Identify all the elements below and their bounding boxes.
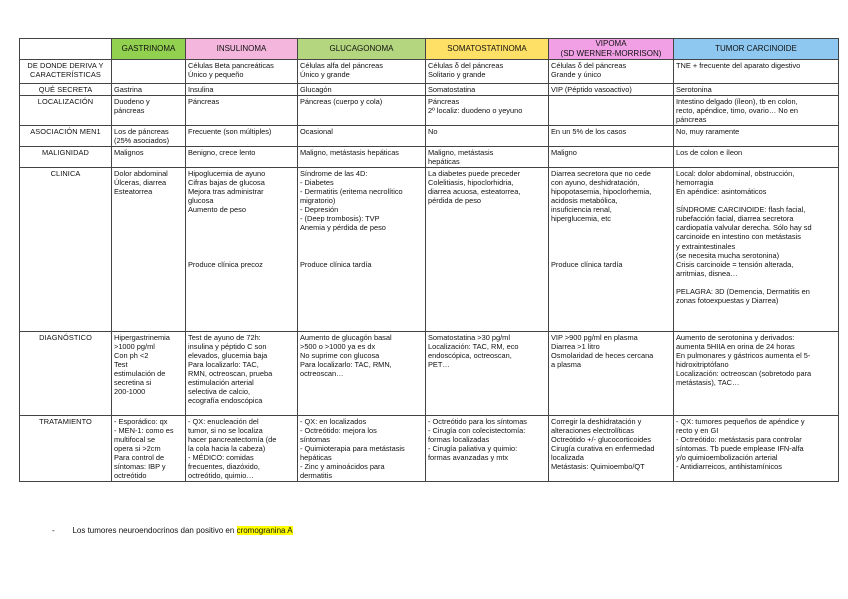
cell-line: Cifras bajas de glucosa [188,178,265,188]
header-tumor-carcinoide: TUMOR CARCINOIDE [674,39,839,60]
cell-line: arritmias, disnea… [676,268,738,278]
cell-line: elevados, glucemia baja [188,351,268,361]
cell-line: Los de colon e íleon [676,148,743,158]
cell-line: Somatostatina >30 pg/ml [428,333,510,343]
cell-line: SÍNDROME CARCINOIDE: flash facial, [676,205,806,215]
cell-insulinoma [186,147,298,168]
cell-line: Intestino delgado (íleon), tb en colon, [676,97,798,107]
cell-tumor-carcinoide [674,84,839,96]
cell-line: Para localizarlo: TAC, [188,360,259,370]
cell-gastrinoma [112,96,186,126]
cell-line: zonas fotoexpuestas y Diarrea) [676,295,779,305]
table-body [20,60,839,482]
cell-line: Páncreas (cuerpo y cola) [300,97,383,107]
cell-vipoma [549,168,674,332]
cell-insulinoma [186,60,298,84]
cell-insulinoma [186,126,298,147]
cell-line: 200-1000 [114,387,146,397]
cell-line: Grande y único [551,70,602,80]
row-label: DE DONDE DERIVA Y CARACTERÍSTICAS [20,60,112,84]
cell-line: formas localizadas [428,435,490,445]
cell-line: - Dermatitis (eritema necrolítico [300,187,403,197]
cell-line: En un 5% de los casos [551,127,627,137]
cell-line: RMN, octreoscan, prueba [188,369,273,379]
cell-line [188,242,295,251]
cell-line: - Octreótido para los síntomas [428,417,527,427]
cell-line: Metástasis: Quimioembo/QT [551,462,645,472]
cell-line [551,251,671,260]
cell-vipoma [549,84,674,96]
cell-line: - (Deep trombosis): TVP [300,214,380,224]
row-label: TRATAMIENTO [20,416,112,482]
cell-line [188,214,295,223]
cell-insulinoma [186,96,298,126]
cell-line: la cola hacia la cabeza) [188,444,266,454]
cell-line: VIP (Péptido vasoactivo) [551,85,632,94]
cell-tumor-carcinoide [674,147,839,168]
cell-line: cardiopatía valvular derecha. Sólo hay sd [676,223,812,233]
cell-somatostatinoma [426,168,549,332]
cell-line: Mejora tras administrar [188,187,264,197]
row-localizacion [20,96,839,126]
cell-line: insuficiencia renal, [551,205,612,215]
row-label: LOCALIZACIÓN [20,96,112,126]
cell-somatostatinoma [426,416,549,482]
cell-line: - QX: enucleación del [188,417,259,427]
header-corner [20,39,112,60]
cell-line: 2º localiz: duodeno o yeyuno [428,106,523,116]
cell-line: Células δ del páncreas [551,61,627,70]
row-que-secreta [20,84,839,96]
cell-line: - Octreótido: metástasis para controlar [676,435,802,445]
cell-line: Hipergastrinemia [114,333,170,343]
cell-gastrinoma [112,168,186,332]
cell-line: VIP >900 pg/ml en plasma [551,333,638,343]
cell-glucagonoma [298,416,426,482]
cell-vipoma [549,147,674,168]
cell-line: - Cirugía con colecistectomía: [428,426,526,436]
footnote [52,526,293,535]
cell-line: hipopotasemia, hipoclorhemia, [551,187,652,197]
cell-gastrinoma [112,416,186,482]
cell-line: PELAGRA: 3D (Demencia, Dermatitis en [676,286,810,296]
cell-line: Colelitiasis, hipoclorhidria, [428,178,514,188]
cell-line: - Esporádico: qx [114,417,168,427]
cell-line: localizada [551,453,584,463]
cell-tumor-carcinoide [674,60,839,84]
cell-line: y extraintestinales [676,241,736,251]
cell-line: selectiva de calcio, [188,387,251,397]
cell-line: Úlceras, diarrea [114,178,167,188]
cell-glucagonoma [298,126,426,147]
cell-line: carcinoide en intestino con metástasis [676,232,801,242]
cell-line [551,232,671,241]
cell-line: Corregir la deshidratación y [551,417,642,427]
cell-somatostatinoma [426,332,549,416]
cell-line [300,242,423,251]
cell-line: síntomas. Tb puede emplease IFN-alfa [676,444,804,454]
cell-line: - QX: en localizados [300,417,367,427]
cell-line [188,232,295,241]
cell-glucagonoma [298,332,426,416]
cell-line: - Zinc y aminoácidos para [300,462,385,472]
cell-line: ecografía endoscópica [188,396,263,406]
cell-tumor-carcinoide [674,168,839,332]
row-tratamiento [20,416,839,482]
cell-glucagonoma [298,147,426,168]
cell-line: Cirugía curativa en enfermedad [551,444,655,454]
row-label: ASOCIACIÓN MEN1 [20,126,112,147]
cell-line [551,223,671,232]
row-label: MALIGNIDAD [20,147,112,168]
cell-tumor-carcinoide [674,126,839,147]
cell-line: Maligno, metástasis [428,148,494,158]
cell-line: Benigno, crece lento [188,148,256,158]
cell-line: con ayuno, deshidratación, [551,178,640,188]
cell-line: Produce clínica precoz [188,259,263,269]
row-de-donde-deriva-y-caracteristicas [20,60,839,84]
cell-line [300,251,423,260]
cell-line: Aumento de serotonina y derivados: [676,333,795,343]
cell-glucagonoma [298,84,426,96]
cell-line: Somatostatina [428,85,476,94]
cell-line: estimulación de [114,369,166,379]
cell-line: En apéndice: asintomáticos [676,187,767,197]
cell-line: a plasma [551,360,581,370]
cell-line: Células δ del páncreas [428,61,504,70]
cell-line: metástasis), TAC… [676,378,740,388]
header-gastrinoma: GASTRINOMA [112,39,186,60]
cell-line: páncreas [114,106,145,116]
cell-line: Aumento de glucagón basal [300,333,392,343]
cell-line: pérdida de peso [428,196,482,206]
cell-line: La diabetes puede preceder [428,169,521,179]
cell-line: (se necesita mucha serotonina) [676,250,780,260]
cell-line: Produce clínica tardía [300,259,372,269]
cell-line: alteraciones electrolíticas [551,426,634,436]
row-diagnostico [20,332,839,416]
cell-line: - Cirugía paliativa y quimio: [428,444,518,454]
cell-line: endoscópica, octreoscan, [428,351,512,361]
cell-line: recto, apéndice, timo, ovario… No en [676,106,799,116]
cell-line: >500 o >1000 ya es dx [300,342,376,352]
cell-line: Crisis carcinoide = tensión alterada, [676,259,794,269]
footnote-text: Los tumores neuroendocrinos dan positivo en [72,526,237,535]
cell-somatostatinoma [426,126,549,147]
cell-line: octreoscan… [300,369,344,379]
cell-line: Glucagón [300,85,332,94]
cell-line: - MEN-1: como es [114,426,174,436]
cell-somatostatinoma [426,147,549,168]
cell-line: Solitario y grande [428,70,486,80]
cell-line: No suprime con glucosa [300,351,380,361]
cell-line: (25% asociados) [114,136,170,146]
cell-line: - Octreótido: mejora los [300,426,377,436]
cell-line: Duodeno y [114,97,150,107]
cell-line: octreótido [114,471,147,481]
cell-line: Localización: octreoscan (sobretodo para [676,369,812,379]
cell-line: No, muy raramente [676,127,740,137]
cell-gastrinoma [112,332,186,416]
header-vipoma-subtitle: (SD WERNER-MORRISON) [560,49,662,58]
cell-line: síntomas [300,435,330,445]
cell-line: multifocal se [114,435,156,445]
cell-line: insulina y péptido C son [188,342,267,352]
header-somatostatinoma: SOMATOSTATINOMA [426,39,549,60]
cell-line: hiperglucemia, etc [551,214,611,224]
cell-insulinoma [186,168,298,332]
row-label: DIAGNÓSTICO [20,332,112,416]
cell-line: Dolor abdominal [114,169,168,179]
cell-line: Gastrina [114,85,142,94]
cell-somatostatinoma [426,96,549,126]
cell-line: formas avanzadas y mtx [428,453,509,463]
cell-line: Produce clínica tardía [551,259,623,269]
cell-line: - Antidiarreicos, antihistamínicos [676,462,782,472]
tne-comparison-table [19,38,839,482]
header-glucagonoma: GLUCAGONOMA [298,39,426,60]
cell-line [188,223,295,232]
cell-line: Maligno [551,148,577,158]
footnote-bullet: - [52,526,55,535]
cell-line: dermatitis [300,471,333,481]
cell-line: rubefacción facial, diarrea secretora [676,214,794,224]
cell-line: Único y pequeño [188,70,244,80]
cell-line: recto y en GI [676,426,719,436]
cell-glucagonoma [298,96,426,126]
row-malignidad [20,147,839,168]
cell-line: Páncreas [428,97,460,107]
row-label: CLINICA [20,168,112,332]
cell-line: páncreas [676,115,707,125]
cell-gastrinoma [112,84,186,96]
cell-tumor-carcinoide [674,332,839,416]
cell-line: Hipoglucemia de ayuno [188,169,266,179]
row-asociacion-men1 [20,126,839,147]
cell-line: Localización: TAC, RM, eco [428,342,519,352]
cell-line: hemorragia [676,178,714,188]
cell-line: aumenta 5HIIA en orina de 24 horas [676,342,795,352]
cell-glucagonoma [298,60,426,84]
cell-tumor-carcinoide [674,96,839,126]
cell-gastrinoma [112,147,186,168]
header-vipoma [549,39,674,60]
cell-insulinoma [186,416,298,482]
cell-vipoma [549,332,674,416]
cell-somatostatinoma [426,60,549,84]
row-clinica [20,168,839,332]
cell-line: Serotonina [676,85,712,94]
cell-line: Maligno, metástasis hepáticas [300,148,400,158]
cell-line: secretina si [114,378,152,388]
cell-line: Anemia y pérdida de peso [300,223,386,233]
cell-line: No [428,127,438,137]
cell-line: y/o quimioembolización arterial [676,453,778,463]
cell-line: Ocasional [300,127,333,137]
cell-vipoma [549,60,674,84]
cell-line: Aumento de peso [188,205,246,215]
cell-line: Octreótido +/- glucocorticoides [551,435,652,445]
row-label: QUÉ SECRETA [20,84,112,96]
cell-tumor-carcinoide [674,416,839,482]
cell-line: hidroxitriptófano [676,360,729,370]
cell-line: Páncreas [188,97,220,107]
cell-glucagonoma [298,168,426,332]
cell-line: Test de ayuno de 72h: [188,333,261,343]
cell-insulinoma [186,84,298,96]
cell-line: - Diabetes [300,178,334,188]
cell-line: hacer pancreatectomía (de [188,435,277,445]
cell-gastrinoma [112,60,186,84]
cell-line: estimulación arterial [188,378,254,388]
cell-line: - MÉDICO: comidas [188,453,254,463]
header-vipoma-name: VIPOMA [595,39,627,49]
cell-line [300,232,423,241]
cell-line: Insulina [188,85,214,94]
cell-vipoma [549,126,674,147]
header-insulinoma: INSULINOMA [186,39,298,60]
cell-line: Malignos [114,148,144,158]
cell-line: síntomas: IBP y [114,462,166,472]
cell-gastrinoma [112,126,186,147]
cell-line: Células alfa del páncreas [300,61,383,70]
cell-line: PET… [428,360,450,370]
cell-line: Para localizarlo: TAC, RMN, [300,360,392,370]
cell-line: En pulmonares y gástricos aumenta el 5- [676,351,811,361]
cell-line: Con ph <2 [114,351,149,361]
cell-line: octreótido, quimio… [188,471,254,481]
cell-line: Esteatorrea [114,187,153,197]
cell-line: Local: dolor abdominal, obstrucción, [676,169,795,179]
cell-vipoma [549,96,674,126]
cell-line: Síndrome de las 4D: [300,169,368,179]
header-row [20,39,839,60]
cell-line: Frecuente (son múltiples) [188,127,272,137]
cell-line: Diarrea >1 litro [551,342,600,352]
cell-line: Test [114,360,128,370]
cell-line [188,251,295,260]
cell-line: Para control de [114,453,165,463]
cell-line [676,196,836,205]
cell-line: >1000 pg/ml [114,342,155,352]
footnote-highlight: cromogranina A [236,526,293,535]
cell-vipoma [549,416,674,482]
cell-line: Los de páncreas [114,127,169,137]
cell-line [676,278,836,287]
cell-line [551,242,671,251]
cell-line: hepáticas [300,453,332,463]
cell-line: Único y grande [300,70,350,80]
cell-line: Osmolaridad de heces cercana [551,351,654,361]
cell-line: migratorio) [300,196,336,206]
cell-line: - QX: tumores pequeños de apéndice y [676,417,805,427]
cell-line: tumor, si no se localiza [188,426,263,436]
cell-line: Células Beta pancreáticas [188,61,274,70]
cell-line: TNE + frecuente del aparato digestivo [676,61,801,70]
cell-insulinoma [186,332,298,416]
cell-line: - Depresión [300,205,339,215]
cell-line: acidosis metabólica, [551,196,618,206]
cell-line: glucosa [188,196,214,206]
cell-line: frecuentes, diazóxido, [188,462,260,472]
cell-line: Diarrea secretora que no cede [551,169,651,179]
cell-line: hepáticas [428,157,460,167]
cell-somatostatinoma [426,84,549,96]
cell-line: - Quimioterapia para metástasis [300,444,405,454]
cell-line: diarrea acuosa, esteatorrea, [428,187,521,197]
cell-line: opera si >2cm [114,444,161,454]
